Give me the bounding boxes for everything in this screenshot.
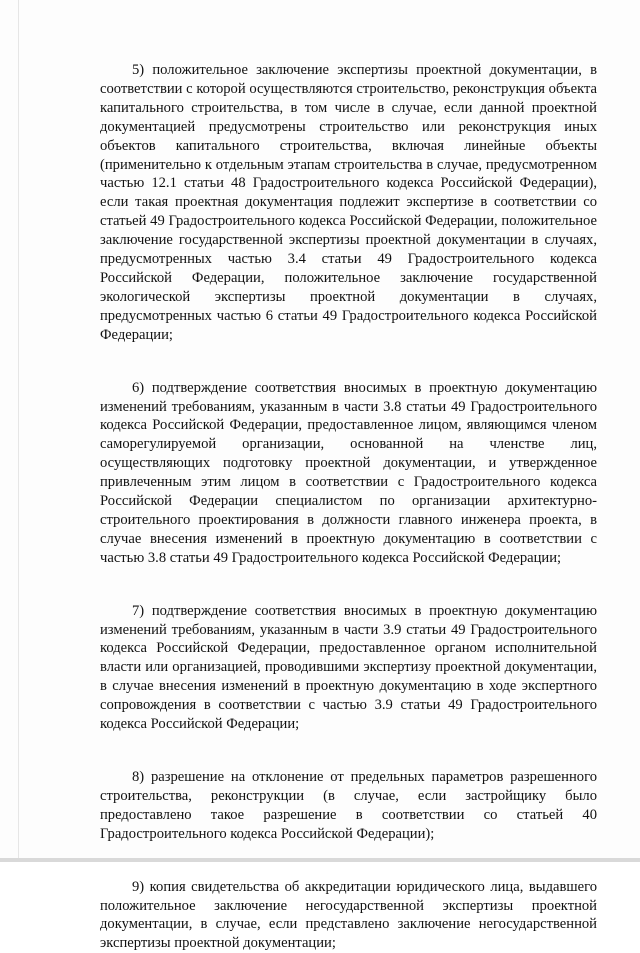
paragraph-item-9: 9) копия свидетельства об аккредитации юридического лица, выдавшего положительное заключение негосударственной экспертизы проектной документации, в случае, если представлено заключение негосударственной экспертизы проектной документации; (100, 878, 597, 952)
paragraph-item-7: 7) подтверждение соответствия вносимых в проектную документацию изменений требованиям, указанным в части 3.9 статьи 49 Градостроительного кодекса Российской Федерации, предоставленное органом исполнительной власти или организацией, проводившими экспертизу проектной документации, в случае внесения изменений в проектную документацию в ходе экспертного сопровождения в соответствии с частью 3.9 статьи 49 Градостроительного кодекса Российской Федерации; (100, 602, 597, 733)
paragraph-item-8: 8) разрешение на отклонение от предельных параметров разрешенного строительства, реконструкции (в случае, если застройщику было предоставлено такое разрешение в соответствии со статьей 40 Градостроительного кодекса Российской Федерации); (100, 769, 597, 842)
scan-margin-line (18, 0, 19, 862)
paragraph-item-6: 6) подтверждение соответствия вносимых в проектную документацию изменений требованиям, указанным в части 3.8 статьи 49 Градостроительного кодекса Российской Федерации, предоставленное лицом, являющимся членом саморегулируемой организации, основанной на членстве лиц, осуществляющих подготовку проектной документации, и утвержденное привлеченным этим лицом в соответствии с Градостроительного кодекса Российской Федерации специалистом по организации архитектурно-строительного проектирования в должности главного инженера проекта, в случае внесения изменений в проектную документацию в соответствии с частью 3.8 статьи 49 Градостроительного кодекса Российской Федерации; (100, 379, 597, 566)
paragraph-item-5: 5) положительное заключение экспертизы проектной документации, в соответствии с которой осуществляются строительство, реконструкция объекта капитального строительства, в том числе в случае, если данной проектной документацией предусмотрены строительство или реконструкция иных объектов капитального строительства, включая линейные объекты (применительно к отдельным этапам строительства в случае, предусмотренном частью 12.1 статьи 48 Градостроительного кодекса Российской Федерации), если такая проектная документация подлежит экспертизе в соответствии со статьей 49 Градостроительного кодекса Российской Федерации, положительное заключение государственной экспертизы проектной документации в случаях, предусмотренных частью 3.4 статьи 49 Градостроительного кодекса Российской Федерации, положительное заключение государственной экологической экспертизы проектной документации в случаях, предусмотренных частью 6 статьи 49 Градостроительного кодекса Российской Федерации; (100, 62, 597, 343)
document-body (100, 61, 597, 953)
scan-bottom-edge (0, 858, 640, 862)
